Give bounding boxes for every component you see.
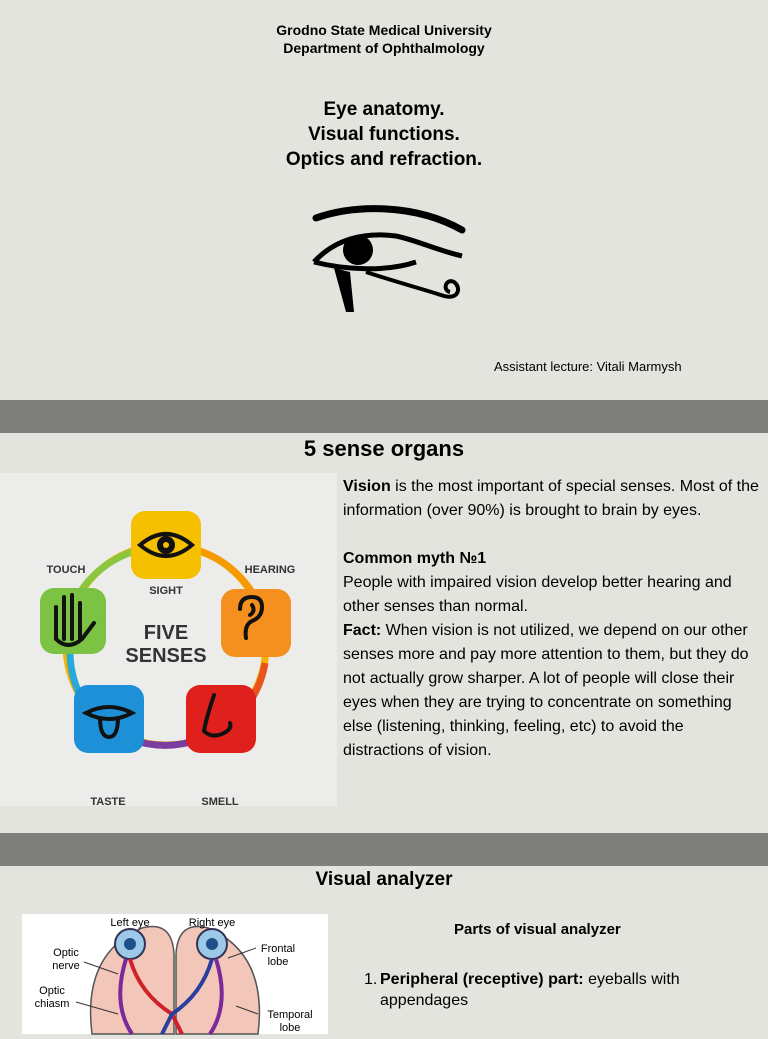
lecturer-name: Assistant lecture: Vitali Marmysh [494,359,682,374]
sense-organs-slide [0,433,768,833]
list-item-number: 1. [364,971,378,988]
myth-heading [343,547,763,571]
fact-term: Fact: [343,622,382,639]
fact-paragraph [343,619,763,763]
institution-heading [0,21,768,57]
presentation-title [0,97,768,172]
parts-list [364,969,764,1011]
visual-pathway-figure [22,914,328,1034]
frontal-lobe-label-1: Frontal [260,943,296,955]
frontal-lobe-label-2: lobe [267,956,289,968]
title-line-3: Optics and refraction. [285,149,483,170]
optic-chiasm-label-2: chiasm [34,998,70,1010]
parts-title: Parts of visual analyzer [454,921,621,938]
list-item-text [380,969,764,1011]
title-slide [0,0,768,400]
eye-of-horus-icon [306,200,472,320]
taste-label: TASTE [90,796,126,808]
myth-text: People with impaired vision develop better hearing and other senses than normal. [343,574,732,615]
visual-pathway-diagram [22,914,328,1034]
optic-nerve-label-2: nerve [52,960,80,972]
vision-term: Vision [343,478,391,495]
department-name: Department of Ophthalmology [283,40,485,56]
fact-text: When vision is not utilized, we depend on our other senses more and pay more attention to them, but they do not actually grow sharper. A lot of people will close their eyes when they are trying to concentrate on something else (listening, thinking, feeling, etc) to avoid the distractions of vision. [343,622,749,759]
center-label-line2: SENSES [125,645,207,667]
smell-label: SMELL [201,796,239,808]
university-name: Grodno State Medical University [276,22,492,38]
vision-text: is the most important of special senses. Most of the information (over 90%) is brought to brain by eyes. [343,478,759,519]
title-line-2: Visual functions. [308,124,460,145]
touch-label: TOUCH [46,564,86,576]
slide-title: 5 sense organs [303,436,465,461]
vision-paragraph [343,475,763,523]
myth-heading-text: Common myth №1 [343,550,487,567]
slide-separator [0,400,768,433]
slide-separator [0,833,768,866]
visual-analyzer-slide [0,866,768,1034]
five-senses-wheel [0,473,337,806]
five-senses-diagram [0,473,337,806]
center-label-line1: FIVE [143,622,189,644]
sense-organs-text [343,475,763,763]
title-line-1: Eye anatomy. [323,99,445,120]
optic-nerve-label-1: Optic [53,947,79,959]
hearing-label: HEARING [244,564,296,576]
right-eye-label: Right eye [188,917,236,929]
part-description: eyeballs with appendages [380,971,680,1009]
list-item [364,969,764,1011]
temporal-lobe-label-2: lobe [279,1022,301,1034]
sight-label: SIGHT [149,585,183,597]
temporal-lobe-label-1: Temporal [267,1009,313,1021]
left-eye-label: Left eye [110,917,150,929]
slide-title: Visual analyzer [315,869,453,890]
part-term: Peripheral (receptive) part: [380,971,584,988]
optic-chiasm-label-1: Optic [39,985,65,997]
smell-tile [186,685,256,753]
